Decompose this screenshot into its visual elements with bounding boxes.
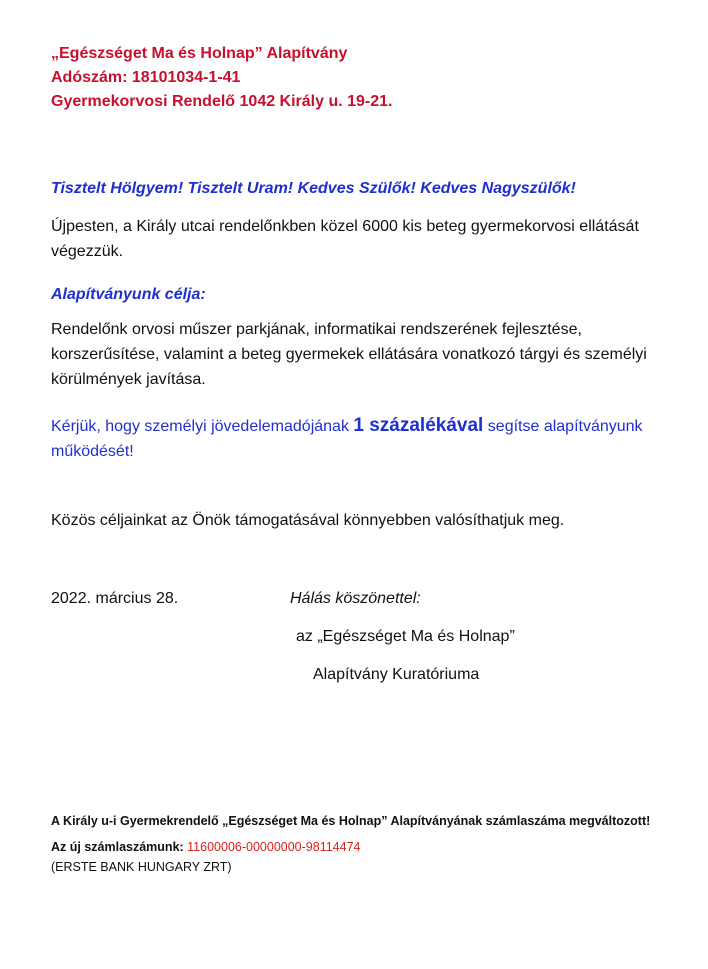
goal-paragraph: Rendelőnk orvosi műszer parkjának, informatikai rendszerének fejlesztése, korszerűsítése, valamint a beteg gyermekek ellátására vonatkozó tárgyi és személyi körülmények javítása. [51,321,647,388]
donation-request [51,413,661,464]
account-number: 11600006-00000000-98114474 [187,840,361,854]
intro-paragraph: Újpesten, a Király utcai rendelőnkben közel 6000 kis beteg gyermekorvosi ellátását végezzük. [51,218,639,260]
clinic-address: Gyermekorvosi Rendelő 1042 Király u. 19-21. [51,93,393,110]
account-line [51,837,661,857]
signature-line-2: Alapítvány Kuratóriuma [313,666,480,683]
signature-line-1: az „Egészséget Ma és Holnap” [296,628,515,645]
closing-paragraph: Közös céljainkat az Önök támogatásával könnyebben valósíthatjuk meg. [51,512,565,529]
account-notice [51,811,661,877]
letter-date: 2022. március 28. [51,590,179,607]
foundation-name: „Egészséget Ma és Holnap” Alapítvány [51,45,348,62]
donation-percent: 1 százalékával [353,415,484,436]
account-label: Az új számlaszámunk: [51,840,188,854]
tax-number: Adószám: 18101034-1-41 [51,69,241,86]
goal-title: Alapítványunk célja: [51,286,206,303]
donation-request-after: segítse alapítványunk működését! [51,418,643,460]
greeting: Tisztelt Hölgyem! Tisztelt Uram! Kedves Szülők! Kedves Nagyszülők! [51,180,576,197]
account-change-notice: A Király u-i Gyermekrendelő „Egészséget Ma és Holnap” Alapítványának számlaszáma megváltozott! [51,814,651,828]
donation-request-before: Kérjük, hogy személyi jövedelemadójának [51,418,354,435]
foundation-header [51,42,393,114]
thanks-line: Hálás köszönettel: [290,590,421,607]
bank-name: (ERSTE BANK HUNGARY ZRT) [51,860,232,874]
